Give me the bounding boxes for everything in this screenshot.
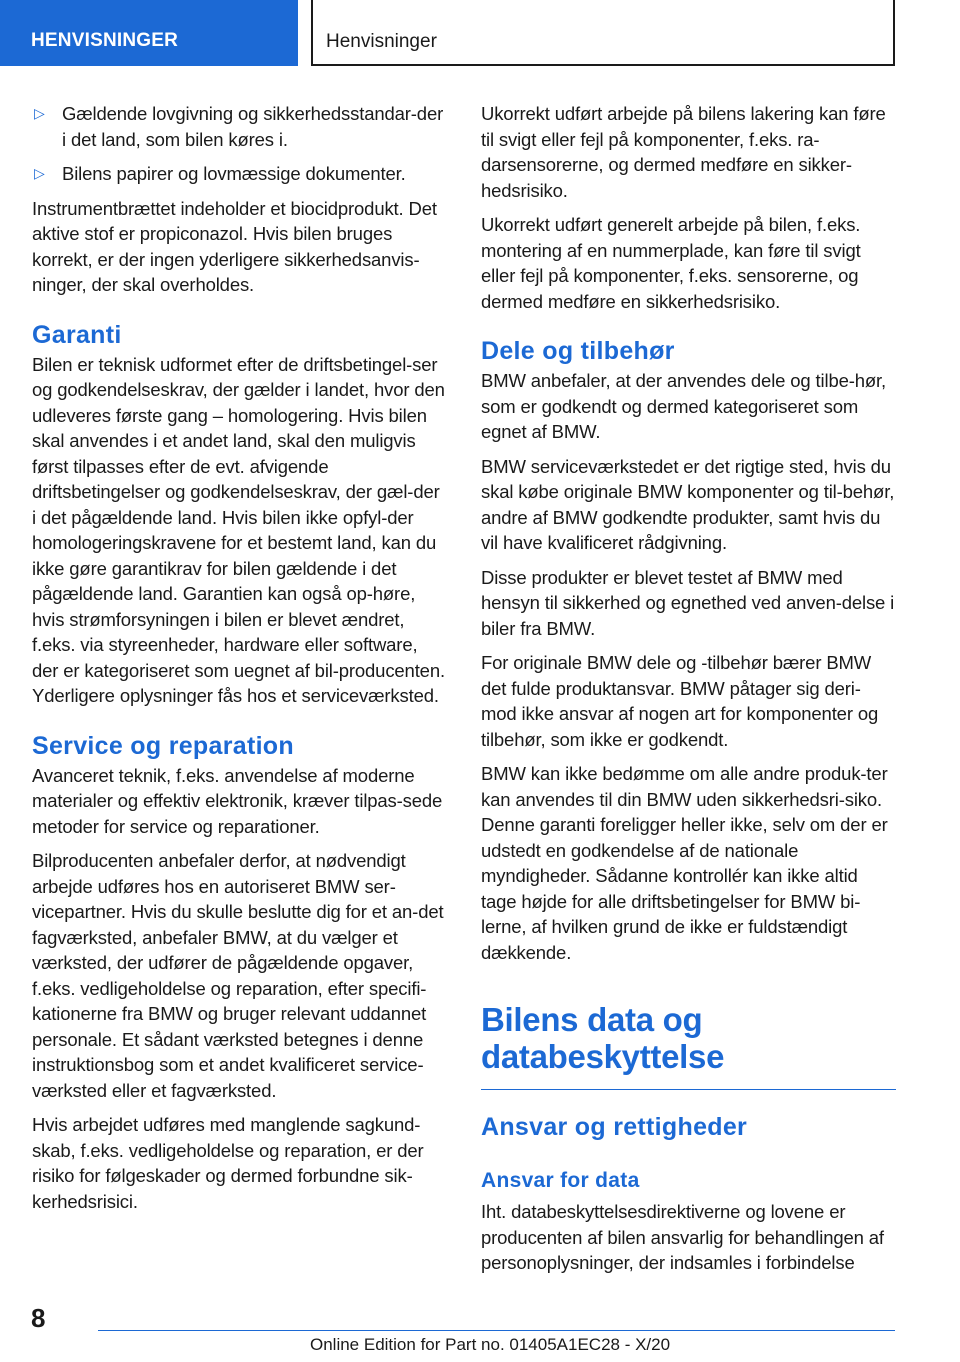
triangle-bullet-icon: ▷ xyxy=(34,165,45,181)
garanti-heading: Garanti xyxy=(32,320,122,349)
footer-divider xyxy=(98,1330,895,1331)
data-protection-heading: Bilens data og databeskyttelse xyxy=(481,1001,896,1090)
lakering-paragraph: Ukorrekt udført arbejde på bilens lakering kan føre til svigt eller fejl på komponenter, f.eks. ra-darsensorerne, og dermed medføre en sikker-hedsrisiko. xyxy=(481,103,886,201)
footer-edition-text: Online Edition for Part no. 01405A1EC28 - X/20 xyxy=(310,1335,671,1354)
service-paragraph: Avanceret teknik, f.eks. anvendelse af moderne materialer og effektiv elektronik, kræver tilpas-sede metoder for service og reparationer. xyxy=(32,764,443,837)
service-paragraph: Hvis arbejdet udføres med manglende sagkund-skab, f.eks. vedligeholdelse og reparation, er der risiko for følgeskader og dermed forbundne sik-kerhedsrisici. xyxy=(32,1114,424,1212)
dele-paragraph: BMW serviceværkstedet er det rigtige sted, hvis du skal købe originale BMW komponenter og til-behør, andre af BMW godkendte produkter, samt hvis du vil have kvalificeret rådgivning. xyxy=(481,455,895,553)
nummerplade-paragraph: Ukorrekt udført generelt arbejde på bilen, f.eks. montering af en nummerplade, kan føre til svigt eller fejl på komponenter, f.eks. sensorerne, og dermed medføre en sikkerhedsrisiko. xyxy=(481,214,861,312)
data-responsibility-paragraph: Iht. databeskyttelsesdirektiverne og lovene er producenten af bilen ansvarlig for behandlingen af personoplysninger, der indsamles i forbindelse xyxy=(481,1201,884,1273)
section-tab: HENVISNINGER xyxy=(0,0,298,66)
dele-paragraph: Disse produkter er blevet testet af BMW med hensyn til sikkerhed og egnethed ved anven-delse i biler fra BMW. xyxy=(481,566,895,639)
dele-paragraph: BMW kan ikke bedømme om alle andre produk-ter kan anvendes til din BMW uden sikkerhedsri-siko. Denne garanti foreligger heller ikke, selv om der er udstedt en godkendelse af de nationale myndigheder. Sådanne kontrollér kan ikke altid tage højde for alle driftsbetingelser for BMW bi-lerne, af hvilken grund de ikke er fuldstændigt dækkende. xyxy=(481,763,888,963)
right-column xyxy=(481,101,896,1285)
dele-paragraph: BMW anbefaler, at der anvendes dele og tilbe-hør, som er godkendt og dermed kategoriseret som egnet af BMW. xyxy=(481,370,887,442)
data-responsibility-subheading: Ansvar for data xyxy=(481,1169,640,1192)
bullet-text: Gældende lovgivning og sikkerhedsstandar-der i det land, som bilen køres i. xyxy=(62,103,444,150)
bullet-item xyxy=(32,101,447,152)
garanti-paragraph: Bilen er teknisk udformet efter de driftsbetingel-ser og godkendelseskrav, der gælder i landet, hvor den udleveres første gang – homologering. Hvis bilen skal anvendes i et andet land, skal den muligvis først tilpasses efter de evt. afvigende driftsbetingelser og godkendelseskrav, der gæl-der i det pågældende land. Hvis bilen ikke opfyl-der homologeringskravene for et bestemt land, kan du ikke gøre garantikrav for bilen gældende i det pågældende land. Garantien kan også op-høre, hvis strømforsyningen i bilen er blevet ændret, f.eks. via styreenheder, hardware eller software, der er kategoriseret som uegnet af bil-producenten. Yderligere oplysninger fås hos et serviceværksted. xyxy=(32,353,445,706)
page-header xyxy=(0,0,960,66)
left-column xyxy=(32,101,447,1223)
header-title: Henvisninger xyxy=(311,0,895,66)
triangle-bullet-icon: ▷ xyxy=(34,105,45,121)
responsibility-heading: Ansvar og rettigheder xyxy=(481,1113,748,1141)
intro-paragraph: Instrumentbrættet indeholder et biocidprodukt. Det aktive stof er propiconazol. Hvis bilen bruges korrekt, er der ingen yderligere sikkerhedsanvis-ninger, der skal overholdes. xyxy=(32,197,437,295)
bullet-item xyxy=(32,161,447,187)
dele-paragraph: For originale BMW dele og -tilbehør bærer BMW det fulde produktansvar. BMW påtager sig deri-mod ikke ansvar af nogen art for komponenter og tilbehør, som ikke er godkendt. xyxy=(481,652,879,750)
dele-heading: Dele og tilbehør xyxy=(481,337,675,365)
service-paragraph: Bilproducenten anbefaler derfor, at nødvendigt arbejde udføres hos en autoriseret BMW ser-vicepartner. Hvis du skulle beslutte dig for et an-det fagværksted, anbefaler BMW, at du vælger et værksted, der udfører de pågældende opgaver, f.eks. vedligeholdelse og reparation, efter specifi-kationerne fra BMW og bruger relevant uddannet personale. Et sådant værksted betegnes i denne instruktionsbog som et andet kvalificeret service-værksted eller et fagværksted. xyxy=(32,850,444,1101)
bullet-text: Bilens papirer og lovmæssige dokumenter. xyxy=(62,163,406,184)
page-number: 8 xyxy=(31,1303,46,1333)
service-heading: Service og reparation xyxy=(32,731,294,760)
